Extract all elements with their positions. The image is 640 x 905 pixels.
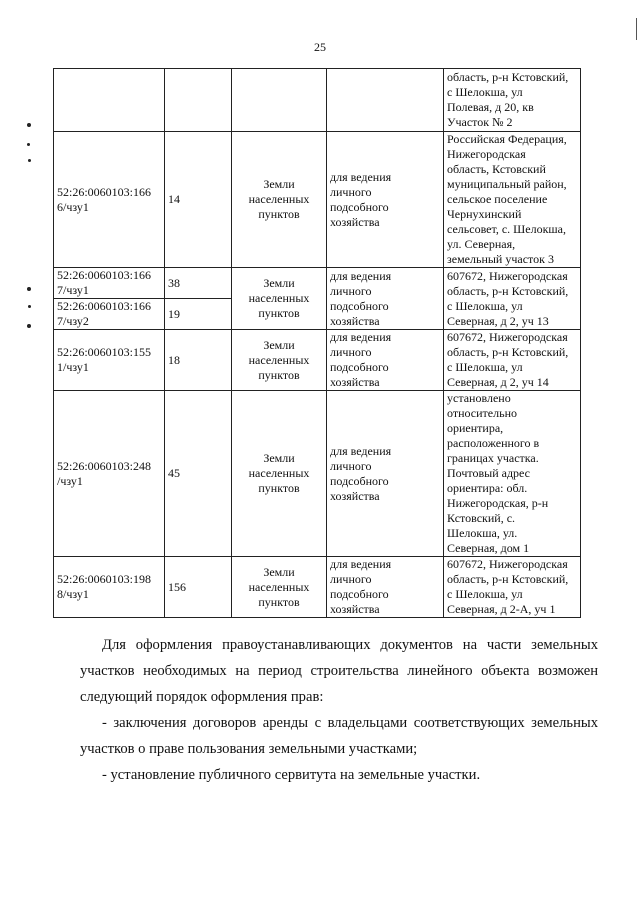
body-text — [80, 632, 598, 788]
page-number: 25 — [314, 40, 326, 54]
category-cell: Земли населенных пунктов — [232, 268, 327, 330]
table-row — [54, 557, 581, 618]
use-cell — [327, 69, 444, 132]
cadastral-cell: 52:26:0060103:248 /чзу1 — [54, 391, 165, 557]
area-cell: 156 — [165, 557, 232, 618]
category-cell: Земли населенных пунктов — [232, 132, 327, 268]
category-cell: Земли населенных пунктов — [232, 391, 327, 557]
use-cell: для ведения личного подсобного хозяйства — [327, 557, 444, 618]
category-cell — [232, 69, 327, 132]
address-cell: Российская Федерация, Нижегородская область, Кстовский муниципальный район, сельское поселение Чернухинский сельсовет, с. Шелокша, ул. Северная, земельный участок 3 — [444, 132, 581, 268]
margin-dot — [27, 143, 30, 146]
cadastral-cell: 52:26:0060103:198 8/чзу1 — [54, 557, 165, 618]
table-row — [54, 330, 581, 391]
cadastral-cell — [54, 69, 165, 132]
address-cell: 607672, Нижегородская область, р-н Кстовский, с Шелокша, ул Северная, д 2-А, уч 1 — [444, 557, 581, 618]
table-row — [54, 132, 581, 268]
margin-dot — [28, 159, 31, 162]
table-row — [54, 69, 581, 132]
cadastral-cell: 52:26:0060103:166 7/чзу1 — [54, 268, 165, 299]
area-cell — [165, 69, 232, 132]
cadastral-cell: 52:26:0060103:166 6/чзу1 — [54, 132, 165, 268]
address-cell: 607672, Нижегородская область, р-н Кстовский, с Шелокша, ул Северная, д 2, уч 13 — [444, 268, 581, 330]
table-row — [54, 391, 581, 557]
address-cell: 607672, Нижегородская область, р-н Кстовский, с Шелокша, ул Северная, д 2, уч 14 — [444, 330, 581, 391]
margin-dot — [27, 123, 31, 127]
use-cell: для ведения личного подсобного хозяйства — [327, 132, 444, 268]
table-row — [54, 268, 581, 299]
margin-mark — [636, 18, 637, 40]
area-cell: 19 — [165, 299, 232, 330]
address-cell: установлено относительно ориентира, расположенного в границах участка. Почтовый адрес ориентира: обл. Нижегородская, р-н Кстовский, с. Шелокша, ул. Северная, дом 1 — [444, 391, 581, 557]
category-cell: Земли населенных пунктов — [232, 557, 327, 618]
use-cell: для ведения личного подсобного хозяйства — [327, 391, 444, 557]
use-cell: для ведения личного подсобного хозяйства — [327, 268, 444, 330]
margin-dot — [28, 305, 31, 308]
area-cell: 38 — [165, 268, 232, 299]
paragraph: - заключения договоров аренды с владельцами соответствующих земельных участков о праве пользования земельными участками; — [80, 715, 598, 757]
area-cell: 45 — [165, 391, 232, 557]
margin-dot — [27, 324, 31, 328]
margin-dot — [27, 287, 31, 291]
land-plots-table — [53, 68, 581, 618]
cadastral-cell: 52:26:0060103:155 1/чзу1 — [54, 330, 165, 391]
paragraph: - установление публичного сервитута на земельные участки. — [102, 767, 481, 783]
area-cell: 18 — [165, 330, 232, 391]
category-cell: Земли населенных пунктов — [232, 330, 327, 391]
area-cell: 14 — [165, 132, 232, 268]
address-cell: область, р-н Кстовский, с Шелокша, ул Полевая, д 20, кв Участок № 2 — [444, 69, 581, 132]
use-cell: для ведения личного подсобного хозяйства — [327, 330, 444, 391]
cadastral-cell: 52:26:0060103:166 7/чзу2 — [54, 299, 165, 330]
paragraph: Для оформления правоустанавливающих документов на части земельных участков необходимых на период строительства линейного объекта возможен следующий порядок оформления прав: — [80, 637, 598, 705]
